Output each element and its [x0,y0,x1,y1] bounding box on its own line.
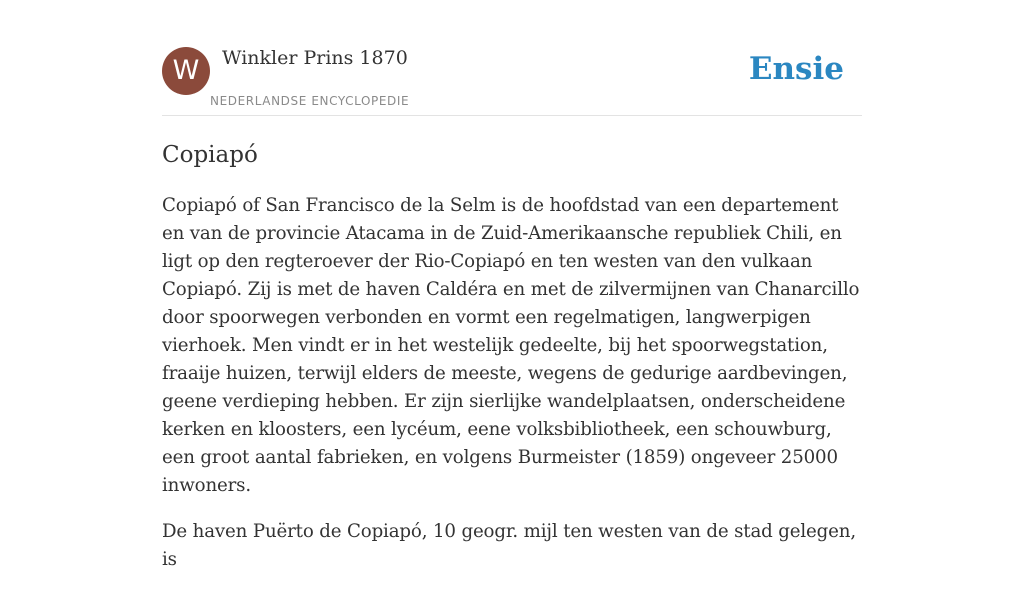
ensie-logo-link[interactable]: Ensie [748,51,844,87]
header [162,44,862,116]
avatar[interactable]: W [162,47,210,95]
article-paragraph: De haven Puërto de Copiapó, 10 geogr. mijl ten westen van de stad gelegen, is [162,521,856,570]
article-paragraph: Copiapó of San Francisco de la Selm is de hoofdstad van een departement en van de provincie Atacama in de Zuid-Amerikaansche republiek Chili, en ligt op den regteroever der Rio-Copiapó en ten westen van den vulkaan Copiapó. Zij is met de haven Caldéra en met de zilvermijnen van Chanarcillo door spoorwegen verbonden en vormt een regelmatigen, langwerpigen vierhoek. Men vindt er in het westelijk gedeelte, bij het spoorwegstation, fraaije huizen, terwijl elders de meeste, wegens de gedurige aardbevingen, geene verdieping hebben. Er zijn sierlijke wandelplaatsen, onderscheidene kerken en kloosters, een lycéum, eene volksbibliotheek, een schouwburg, een groot aantal fabrieken, en volgens Burmeister (1859) ongeveer 25000 inwoners. [162,195,860,496]
source-title[interactable]: Winkler Prins 1870 [222,47,408,69]
article-body [162,192,866,592]
article-title: Copiapó [162,142,258,168]
source-subtitle: NEDERLANDSE ENCYCLOPEDIE [210,94,410,108]
